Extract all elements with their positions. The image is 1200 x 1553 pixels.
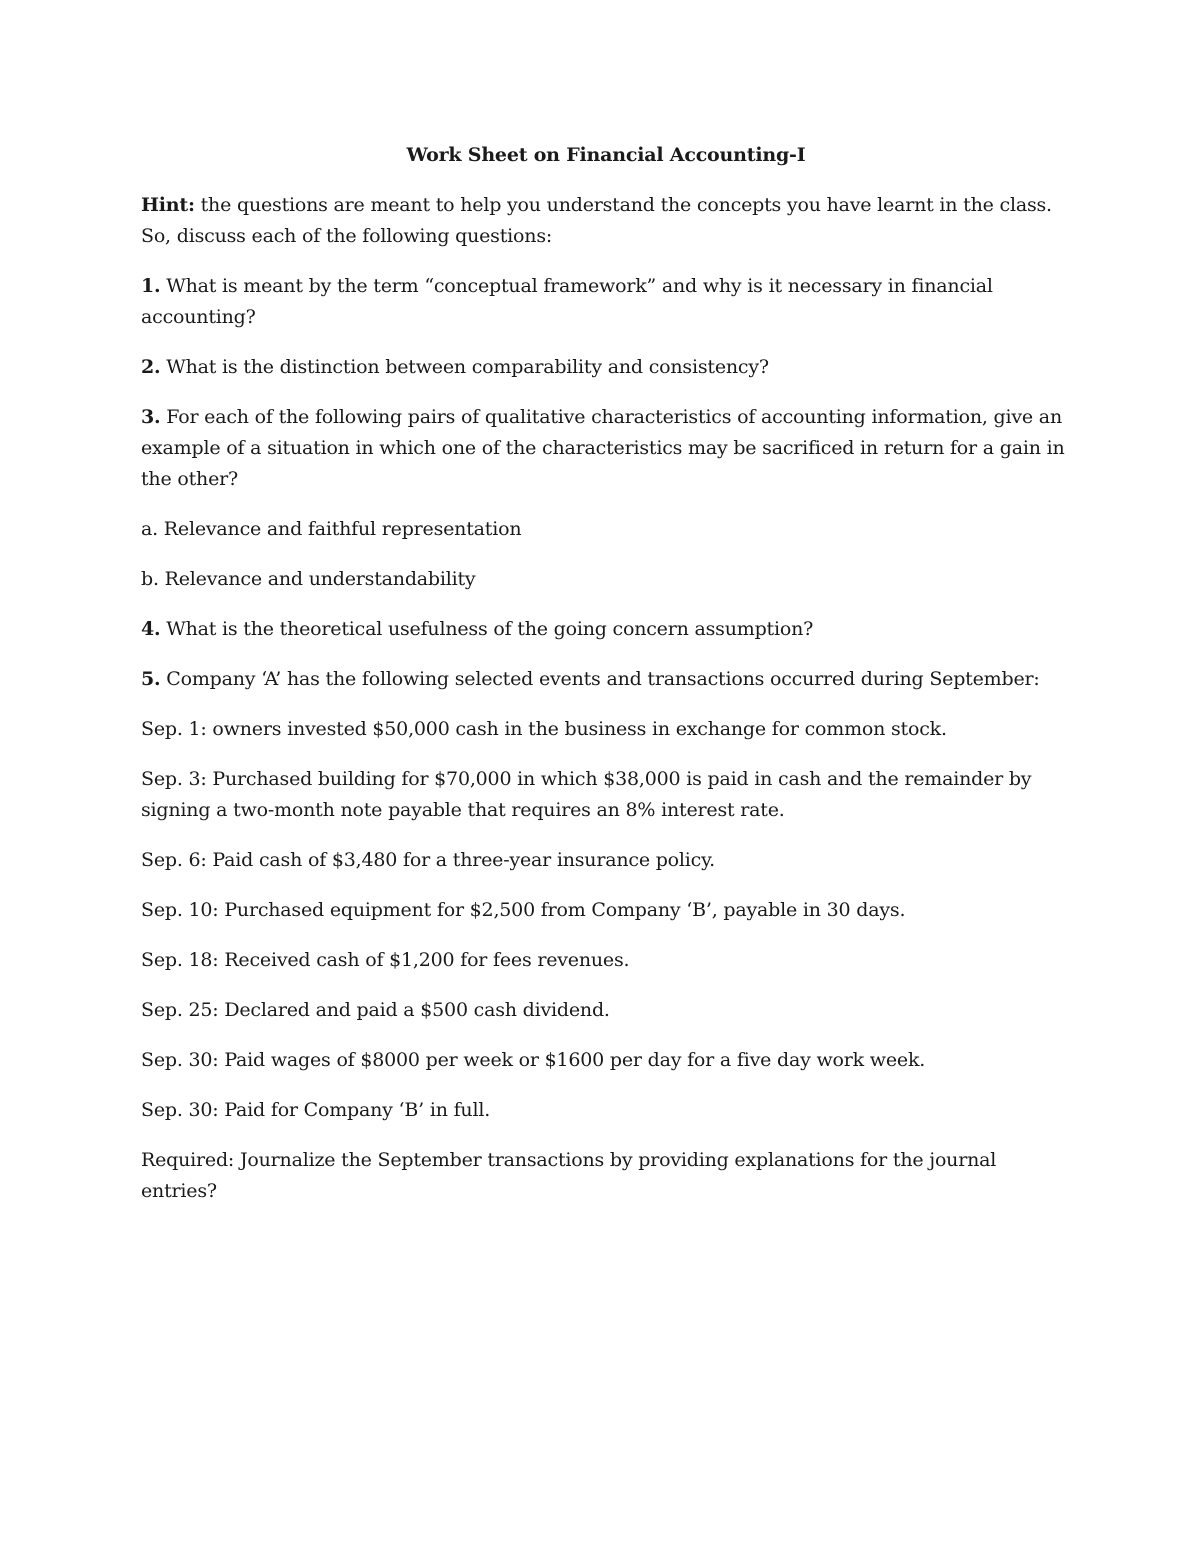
question-number: 3. xyxy=(141,406,161,428)
sub-item-b: b. Relevance and understandability xyxy=(141,568,476,590)
question-number: 5. xyxy=(141,668,161,690)
transaction-sep-10: Sep. 10: Purchased equipment for $2,500 from Company ‘B’, payable in 30 days. xyxy=(141,899,906,921)
transaction-sep-3: Sep. 3: Purchased building for $70,000 in which $38,000 is paid in cash and the remainder by signing a two-month note payable that requires an 8% interest rate. xyxy=(141,768,1032,821)
transaction-sep-25: Sep. 25: Declared and paid a $500 cash dividend. xyxy=(141,999,610,1021)
question-5 xyxy=(141,664,1071,695)
transaction-sep-6: Sep. 6: Paid cash of $3,480 for a three-year insurance policy. xyxy=(141,849,715,871)
required-paragraph: Required: Journalize the September transactions by providing explanations for the journal entries? xyxy=(141,1149,997,1202)
question-text: What is the theoretical usefulness of the going concern assumption? xyxy=(160,618,814,640)
question-text: What is the distinction between comparability and consistency? xyxy=(160,356,769,378)
question-2 xyxy=(141,352,1071,383)
transaction-sep-18: Sep. 18: Received cash of $1,200 for fees revenues. xyxy=(141,949,630,971)
question-text: For each of the following pairs of qualitative characteristics of accounting information, give an example of a situation in which one of the characteristics may be sacrificed in return for a gain in the other? xyxy=(141,406,1065,490)
question-number: 1. xyxy=(141,275,161,297)
question-number: 2. xyxy=(141,356,161,378)
page-title: Work Sheet on Financial Accounting-I xyxy=(406,144,806,166)
document-body xyxy=(141,140,1071,1226)
hint-text: the questions are meant to help you understand the concepts you have learnt in the class. So, discuss each of the following questions: xyxy=(141,194,1052,247)
question-1 xyxy=(141,271,1071,333)
question-text: Company ‘A’ has the following selected events and transactions occurred during September: xyxy=(160,668,1040,690)
question-number: 4. xyxy=(141,618,161,640)
transaction-sep-1: Sep. 1: owners invested $50,000 cash in the business in exchange for common stock. xyxy=(141,718,947,740)
sub-item-a: a. Relevance and faithful representation xyxy=(141,518,522,540)
transaction-sep-30-payment: Sep. 30: Paid for Company ‘B’ in full. xyxy=(141,1099,491,1121)
question-4 xyxy=(141,614,1071,645)
hint-paragraph xyxy=(141,190,1071,252)
transaction-sep-30-wages: Sep. 30: Paid wages of $8000 per week or $1600 per day for a five day work week. xyxy=(141,1049,926,1071)
question-text: What is meant by the term “conceptual framework” and why is it necessary in financial accounting? xyxy=(141,275,993,328)
question-3 xyxy=(141,402,1071,495)
hint-label: Hint: xyxy=(141,194,195,216)
